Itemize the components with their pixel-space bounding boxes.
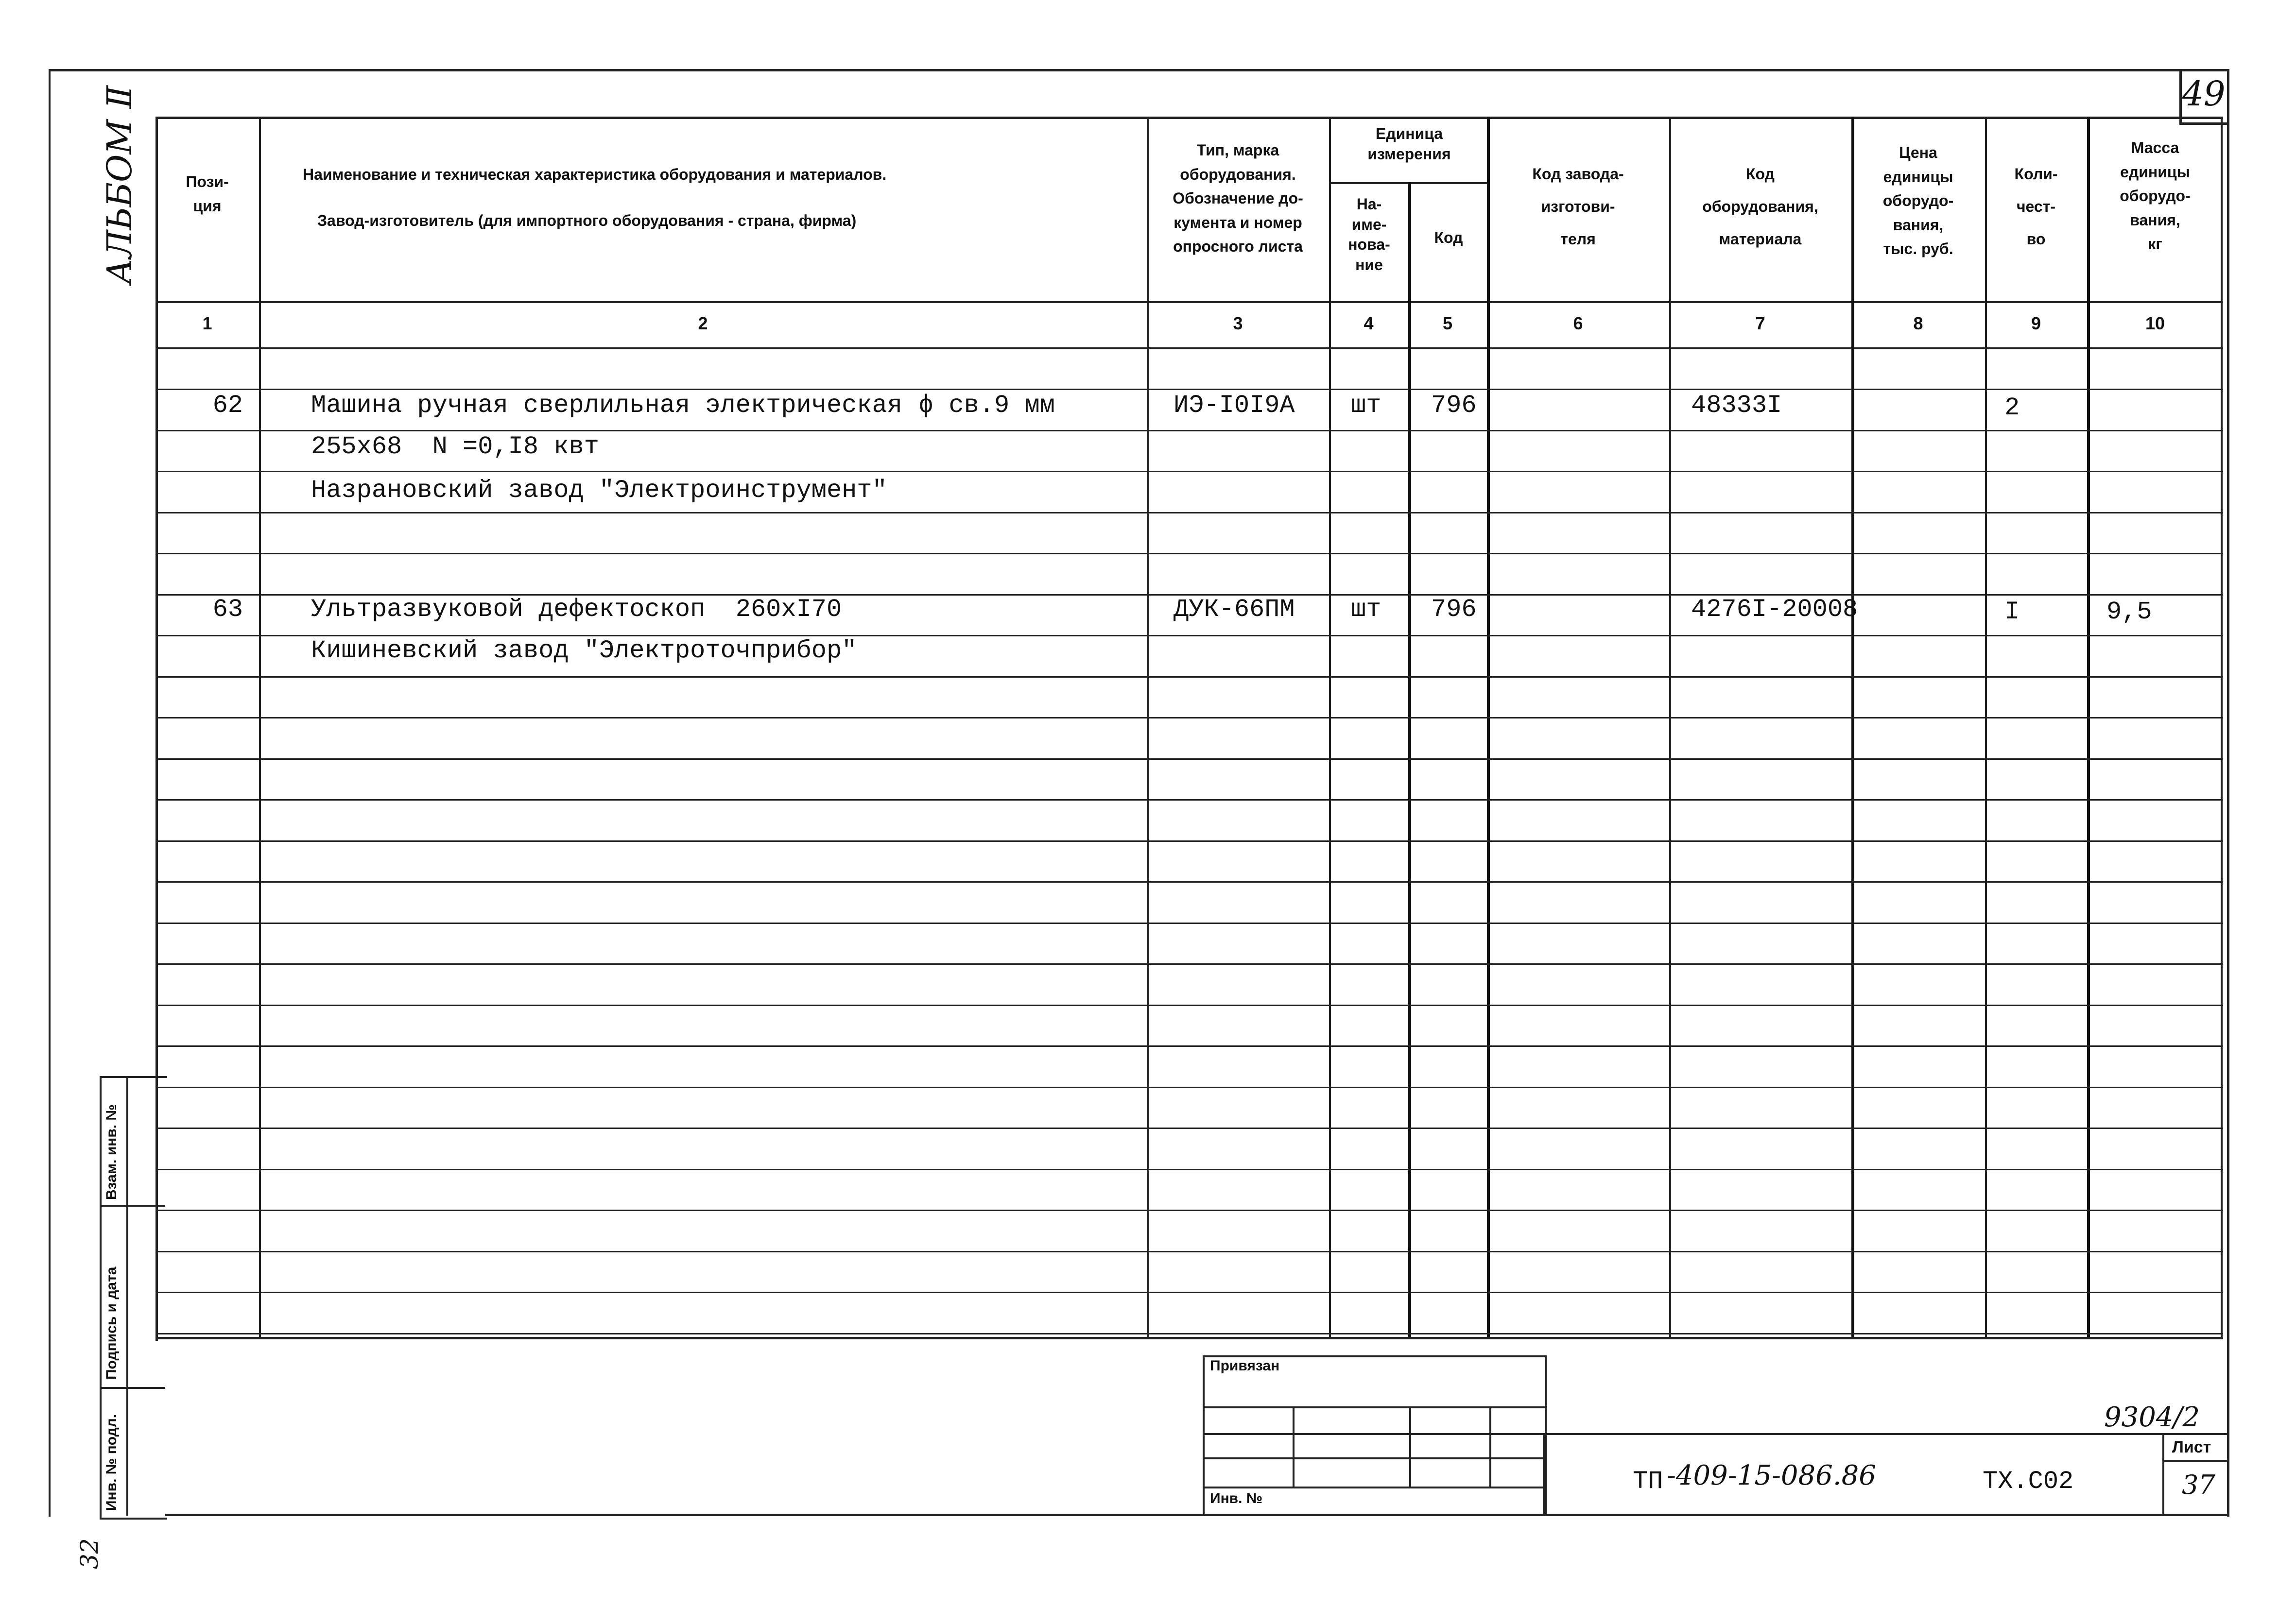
row-62-equip: 48333I (1691, 391, 1782, 420)
table-row-line (155, 881, 2223, 883)
header-name-line1: Наименование и техническая характеристика оборудования и материалов. (303, 166, 887, 183)
sheet-cell-divider (2162, 1460, 2229, 1462)
header-mass: Масса единицы оборудо- вания, кг (2120, 139, 2191, 253)
side-stamp-inv-podl: Инв. № подл. (104, 1414, 120, 1511)
col-num-5: 5 (1442, 313, 1453, 333)
header-plant-code: Код завода- изготови- теля (1532, 165, 1624, 248)
table-row-line (155, 676, 2223, 678)
table-row-line (155, 717, 2223, 718)
album-label: АЛЬБОМ Ⅱ (100, 85, 139, 284)
col-num-4: 4 (1364, 313, 1374, 333)
sheet-number: 49 (2182, 74, 2226, 114)
side-stamp-divider (126, 1076, 128, 1516)
row-62-line2: 255х68 N =0,I8 квт (311, 432, 599, 461)
table-row-line (155, 963, 2223, 965)
header-position: Пози- ция (186, 173, 229, 215)
privyazan-label: Привязан (1210, 1358, 1280, 1374)
row-63-qty: I (2004, 598, 2020, 626)
privyazan-line-2 (1203, 1433, 1545, 1435)
sheet-value: 37 (2182, 1470, 2215, 1500)
row-63-line2: Кишиневский завод "Электроточприбор" (311, 636, 857, 665)
col-line-10 (2221, 117, 2223, 1338)
privyazan-line-1 (1203, 1406, 1545, 1408)
row-63-type: ДУК-66ПМ (1174, 595, 1295, 624)
table-row-line (155, 1251, 2223, 1252)
privyazan-vline-3 (1489, 1406, 1491, 1487)
col-num-6: 6 (1573, 313, 1583, 333)
privyazan-vline-1 (1293, 1406, 1295, 1487)
col-line-1 (259, 117, 261, 1338)
col-num-1: 1 (202, 313, 212, 333)
row-62-qty: 2 (2004, 393, 2020, 422)
inv-no-label: Инв. № (1210, 1490, 1263, 1506)
col-line-7 (1851, 117, 1854, 1338)
side-stamp-podpis: Подпись и дата (104, 1266, 120, 1380)
col-line-4 (1408, 182, 1411, 1338)
col-num-7: 7 (1755, 313, 1765, 333)
header-name-line2: Завод-изготовитель (для импортного оборудования - страна, фирма) (317, 212, 857, 229)
table-row-line (155, 1292, 2223, 1293)
drawing-frame-bottom (165, 1514, 2229, 1516)
colnum-bottom-line (155, 347, 2223, 349)
row-63-equip: 4276I-20008 (1691, 595, 1858, 624)
header-unit-code: Код (1434, 229, 1463, 246)
header-quantity: Коли- чест- во (2014, 165, 2058, 248)
table-row-line (155, 799, 2223, 801)
col-line-8 (1985, 117, 1987, 1338)
privyazan-line-4 (1203, 1487, 1545, 1488)
order-number: 9304/2 (2104, 1402, 2200, 1433)
table-row-line (155, 1169, 2223, 1170)
row-62-name-extra: ϕ св.9 мм (918, 391, 1055, 420)
table-row-line (155, 1333, 2223, 1334)
privyazan-line-3 (1203, 1457, 1545, 1459)
header-type: Тип, марка оборудования. Обозначение до- кумента и номер опросного листа (1173, 141, 1303, 256)
header-unit-name: На- име- нова- ние (1348, 195, 1390, 274)
row-63-mass: 9,5 (2106, 598, 2152, 626)
col-line-9 (2087, 117, 2090, 1338)
row-62-type: ИЭ-I0I9А (1174, 391, 1295, 420)
privyazan-vline-2 (1409, 1406, 1411, 1487)
table-row-line (155, 389, 2223, 390)
page-margin-number: 32 (75, 1538, 104, 1569)
header-bottom-line (155, 301, 2223, 303)
col-num-9: 9 (2031, 313, 2041, 333)
col-num-3: 3 (1233, 313, 1243, 333)
table-row-line (155, 923, 2223, 924)
drawing-frame-right (2227, 69, 2229, 1517)
col-line-3 (1329, 117, 1331, 1338)
table-bottom-line (155, 1337, 2223, 1339)
col-line-6 (1669, 117, 1671, 1338)
table-row-line (155, 471, 2223, 472)
table-row-line (155, 840, 2223, 842)
doc-number: -409-15-086.86 (1667, 1460, 1876, 1491)
side-stamp-vzam: Взам. инв. № (104, 1104, 120, 1200)
table-border (155, 117, 2223, 1341)
table-row-line (155, 1210, 2223, 1211)
row-63-pos: 63 (212, 595, 243, 624)
title-block-top (1543, 1433, 2229, 1435)
title-block-left (1543, 1433, 1545, 1515)
row-62-pos: 62 (212, 391, 243, 420)
table-row-line (155, 512, 2223, 513)
row-62-name: Машина ручная сверлильная электрическая (311, 391, 902, 420)
col-num-10: 10 (2145, 313, 2165, 333)
col-line-5 (1487, 117, 1490, 1338)
drawing-frame-left (49, 69, 51, 1517)
specification-table (155, 117, 2223, 1341)
header-equipment-code: Код оборудования, материала (1702, 165, 1818, 248)
row-63-unit: шт (1351, 595, 1381, 624)
row-63-code: 796 (1431, 595, 1477, 624)
header-unit-group: Единица измерения (1367, 125, 1451, 163)
header-price: Цена единицы оборудо- вания, тыс. руб. (1882, 144, 1954, 258)
col-line-2 (1147, 117, 1149, 1338)
col-num-8: 8 (1913, 313, 1923, 333)
table-row-line (155, 1045, 2223, 1047)
table-row-line (155, 1005, 2223, 1006)
table-row-line (155, 1087, 2223, 1088)
doc-suffix: ТХ.С02 (1983, 1467, 2074, 1496)
table-row-line (155, 430, 2223, 431)
row-62-unit: шт (1351, 391, 1381, 420)
side-stamp-sep-2 (100, 1387, 165, 1389)
row-62-code: 796 (1431, 391, 1477, 420)
table-row-line (155, 1128, 2223, 1129)
doc-prefix: ТП (1633, 1467, 1663, 1496)
table-row-line (155, 553, 2223, 554)
side-stamp-sep-1 (100, 1205, 165, 1207)
table-row-line (155, 758, 2223, 760)
sheet-label: Лист (2172, 1438, 2211, 1456)
row-63-name: Ультразвуковой дефектоскоп 260хI70 (311, 595, 842, 624)
row-62-line3: Назрановский завод "Электроинструмент" (311, 476, 887, 505)
col-num-2: 2 (698, 313, 708, 333)
